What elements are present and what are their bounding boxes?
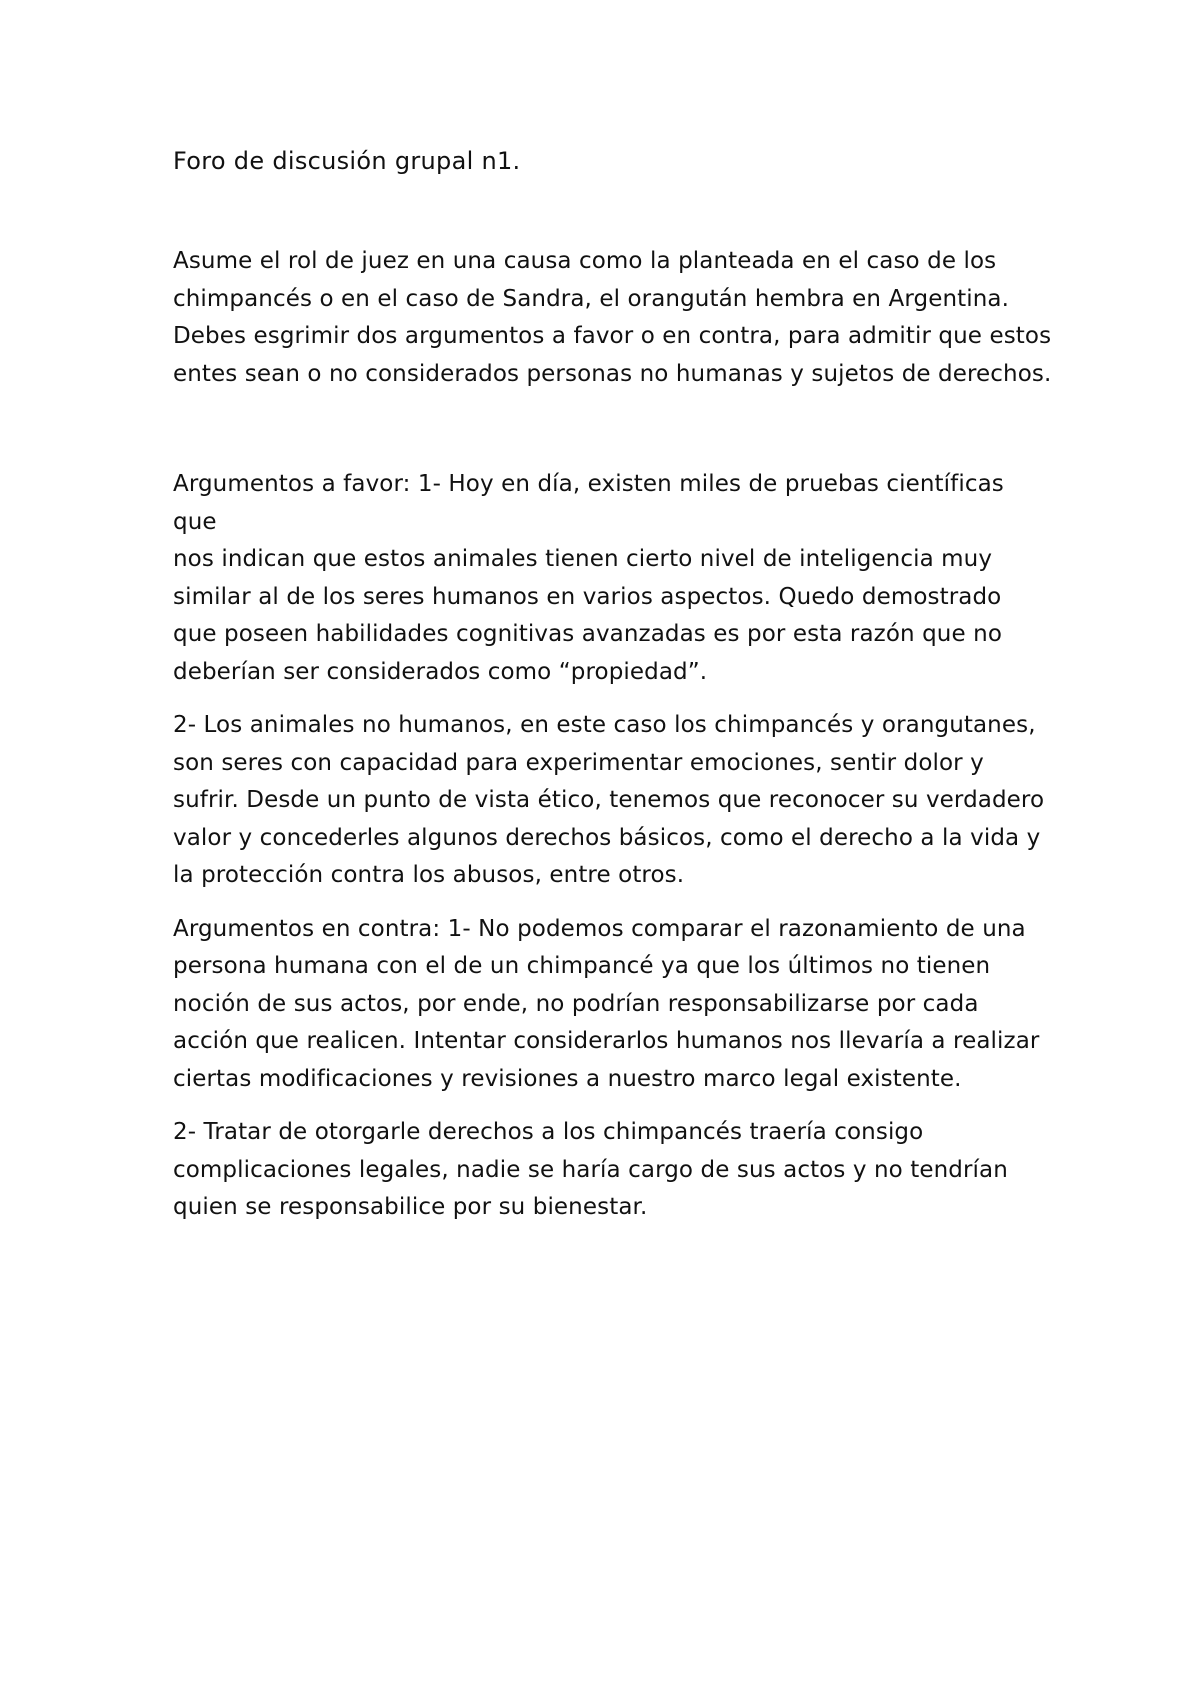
argument-contra-2: 2- Tratar de otorgarle derechos a los chimpancés traería consigo complicaciones legales, nadie se haría cargo de sus actos y no tendrían quien se responsabilice por su bienestar. xyxy=(173,1119,1008,1220)
argument-contra-1: Argumentos en contra: 1- No podemos comparar el razonamiento de una persona humana con el de un chimpancé ya que los últimos no tienen noción de sus actos, por ende, no podrían responsabilizarse por cada acción que realicen. Intentar considerarlos humanos nos llevaría a realizar ciertas modificaciones y revisiones a nuestro marco legal existente. xyxy=(173,915,1040,1092)
document-body xyxy=(173,143,1053,1227)
argument-favor-2: 2- Los animales no humanos, en este caso los chimpancés y orangutanes, son seres con capacidad para experimentar emociones, sentir dolor y sufrir. Desde un punto de vista ético, tenemos que reconocer su verdadero valor y concederles algunos derechos básicos, como el derecho a la vida y la protección contra los abusos, entre otros. xyxy=(173,712,1045,888)
assignment-prompt: Asume el rol de juez en una causa como la planteada en el caso de los chimpancés o en el caso de Sandra, el orangután hembra en Argentina. Debes esgrimir dos argumentos a favor o en contra, para admitir que estos entes sean o no considerados personas no humanas y sujetos de derechos. xyxy=(173,248,1052,387)
document-title: Foro de discusión grupal n1. xyxy=(173,147,521,175)
argument-favor-1: Argumentos a favor: 1- Hoy en día, existen miles de pruebas científicas que nos indican que estos animales tienen cierto nivel de inteligencia muy similar al de los seres humanos en varios aspectos. Quedo demostrado que poseen habilidades cognitivas avanzadas es por esta razón que no deberían ser considerados como “propiedad”. xyxy=(173,471,1004,685)
